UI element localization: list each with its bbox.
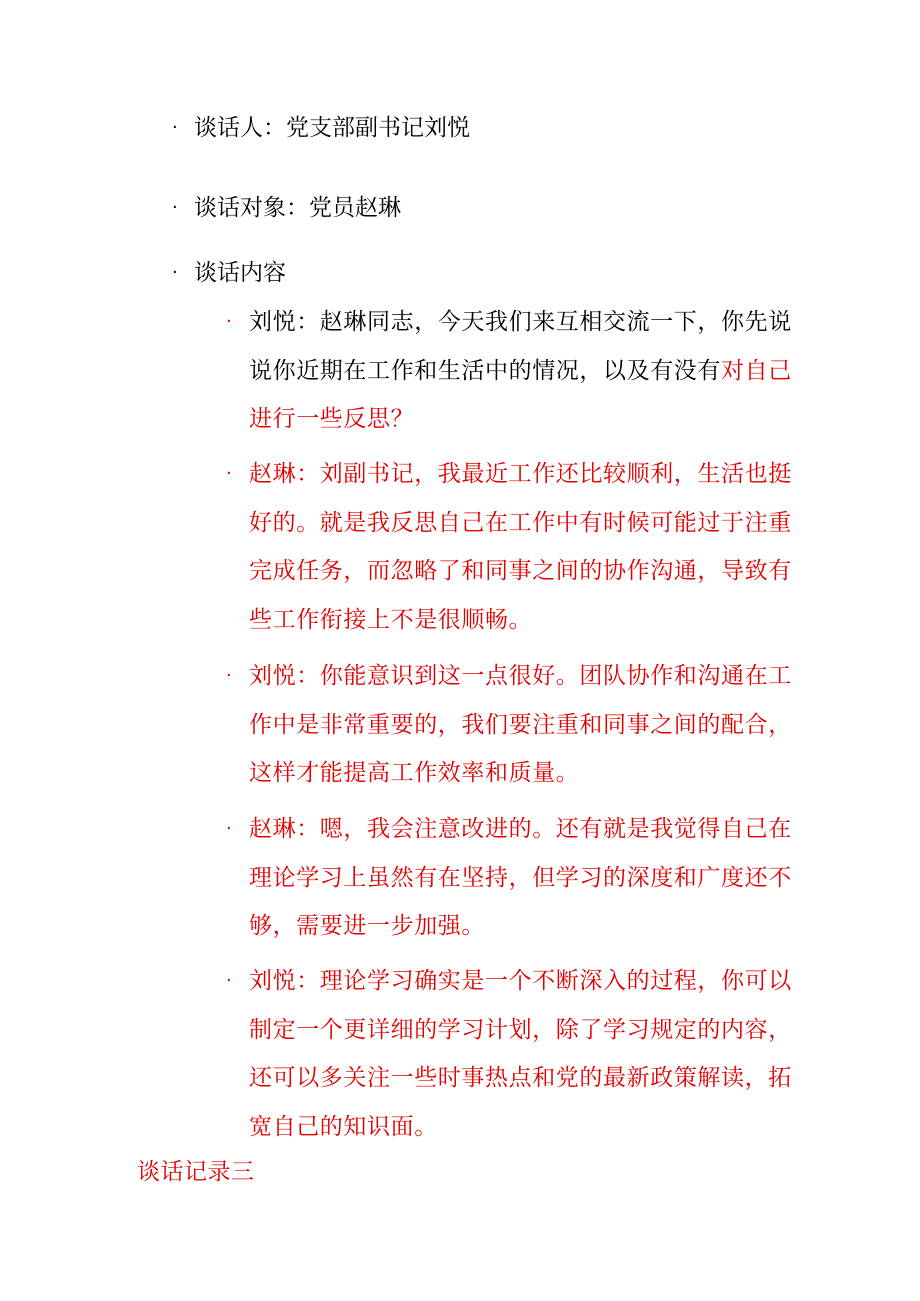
dialogue-item: [226, 957, 796, 1151]
bullet-dot: ·: [172, 197, 178, 218]
content-heading-line: [172, 257, 286, 289]
dialogue-item: [226, 298, 796, 444]
dialogue-text-red: 赵琳：刘副书记，我最近工作还比较顺利，生活也挺好的。就是我反思自己在工作中有时候可能过于注重完成任务，而忽略了和同事之间的协作沟通，导致有些工作衔接上不是很顺畅。: [249, 461, 792, 633]
bullet-dot: ·: [226, 665, 232, 686]
dialogue-item: [226, 450, 796, 644]
bullet-dot: ·: [172, 117, 178, 138]
dialogue-text-red: 对自己进行一些反思？: [249, 357, 792, 432]
bullet-dot: ·: [226, 970, 232, 991]
interviewee-text: 谈话对象：党员赵琳: [194, 195, 401, 221]
dialogue-text: [249, 298, 796, 444]
dialogue-text-red: 刘悦：你能意识到这一点很好。团队协作和沟通在工作中是非常重要的，我们要注重和同事之间的配合，这样才能提高工作效率和质量。: [249, 663, 792, 786]
section-title: 谈话记录三: [137, 1159, 255, 1185]
bullet-dot: ·: [226, 311, 232, 332]
bullet-dot: ·: [172, 262, 178, 283]
interviewee-line: [172, 192, 401, 224]
dialogue-item: [226, 805, 796, 951]
speaker-line: [172, 112, 470, 144]
bullet-dot: ·: [226, 463, 232, 484]
content-heading-text: 谈话内容: [194, 260, 286, 286]
speaker-text: 谈话人：党支部副书记刘悦: [194, 115, 470, 141]
dialogue-text-black: 刘悦：赵琳同志，今天我们来互相交流一下，你先说说你近期在工作和生活中的情况，以及有没有: [249, 309, 792, 384]
dialogue-text-red: 赵琳：嗯，我会注意改进的。还有就是我觉得自己在理论学习上虽然有在坚持，但学习的深度和广度还不够，需要进一步加强。: [249, 816, 792, 939]
dialogue-text-red: 刘悦：理论学习确实是一个不断深入的过程，你可以制定一个更详细的学习计划，除了学习规定的内容，还可以多关注一些时事热点和党的最新政策解读，拓宽自己的知识面。: [249, 968, 792, 1140]
dialogue-item: [226, 652, 796, 798]
bullet-dot: ·: [226, 818, 232, 839]
